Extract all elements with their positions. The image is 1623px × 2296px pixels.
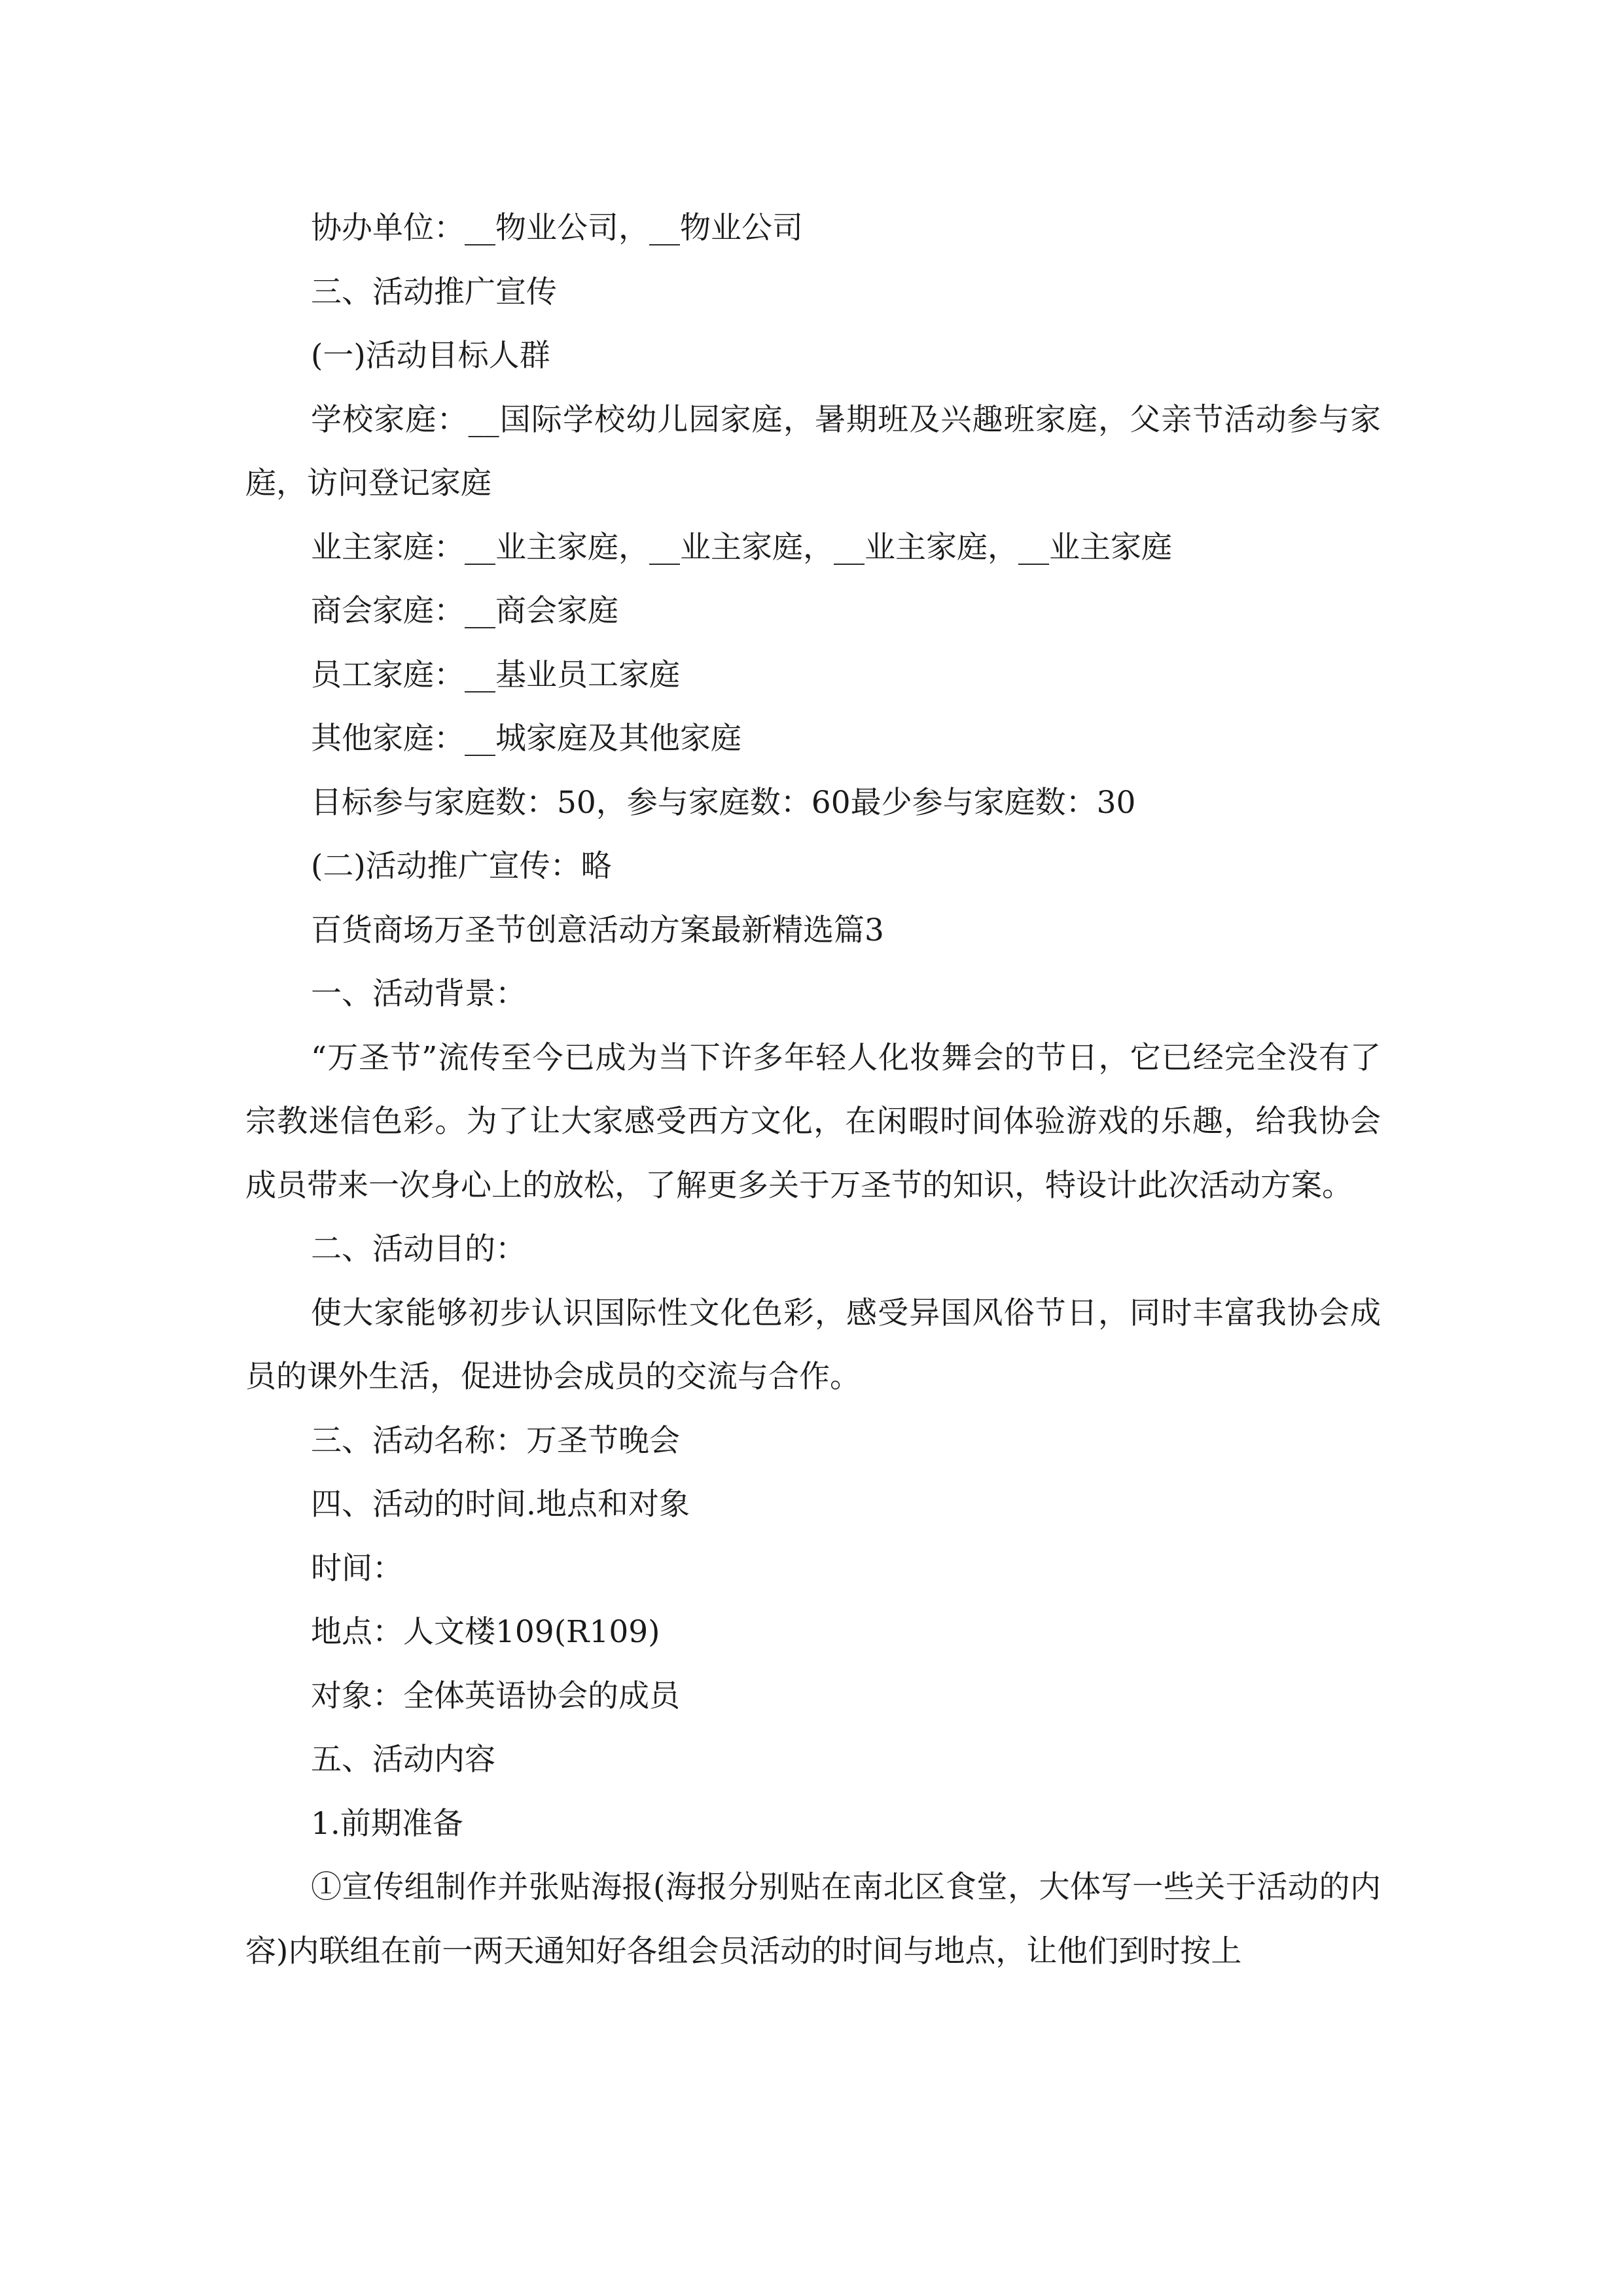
paragraph-staff-families: 员工家庭：__基业员工家庭: [311, 656, 680, 693]
paragraph-target-counts: 目标参与家庭数：50，参与家庭数：60最少参与家庭数：30: [311, 784, 1136, 821]
paragraph-time: 时间：: [311, 1550, 403, 1587]
heading-promotion: 三、活动推广宣传: [311, 274, 557, 310]
paragraph-co-organizer: 协办单位：__物业公司，__物业公司: [311, 210, 803, 246]
document-body: [245, 196, 1381, 1983]
paragraph-background: “万圣节”流传至今已成为当下许多年轻人化妆舞会的节日，它已经完全没有了宗教迷信色彩。为了让大家感受西方文化，在闲暇时间体验游戏的乐趣，给我协会成员带来一次身心上的放松，了解更多关于万圣节的知识，特设计此次活动方案。: [245, 1039, 1381, 1204]
section-title-part-3: 百货商场万圣节创意活动方案最新精选篇3: [311, 912, 884, 948]
paragraph-school-families: 学校家庭：__国际学校幼儿园家庭，暑期班及兴趣班家庭，父亲节活动参与家庭，访问登记家庭: [245, 401, 1381, 501]
subheading-target-group: (一)活动目标人群: [311, 338, 550, 374]
heading-background: 一、活动背景：: [311, 976, 526, 1012]
subheading-preparation: 1.前期准备: [311, 1805, 463, 1842]
paragraph-preparation-detail: ①宣传组制作并张贴海报(海报分别贴在南北区食堂，大体写一些关于活动的内容)内联组在前一两天通知好各组会员活动的时间与地点，让他们到时按上: [245, 1869, 1381, 1969]
subheading-promotion-detail: (二)活动推广宣传：略: [311, 848, 612, 884]
paragraph-audience: 对象：全体英语协会的成员: [311, 1677, 680, 1714]
heading-activity-content: 五、活动内容: [311, 1742, 495, 1778]
paragraph-owner-families: 业主家庭：__业主家庭，__业主家庭，__业主家庭，__业主家庭: [311, 529, 1172, 565]
heading-purpose: 二、活动目的：: [311, 1231, 526, 1267]
heading-time-place-audience: 四、活动的时间.地点和对象: [311, 1486, 690, 1522]
heading-activity-name: 三、活动名称：万圣节晚会: [311, 1422, 680, 1459]
paragraph-other-families: 其他家庭：__城家庭及其他家庭: [311, 721, 741, 757]
paragraph-location: 地点：人文楼109(R109): [311, 1614, 660, 1650]
paragraph-purpose: 使大家能够初步认识国际性文化色彩，感受异国风俗节日，同时丰富我协会成员的课外生活，促进协会成员的交流与合作。: [245, 1295, 1381, 1395]
paragraph-chamber-families: 商会家庭：__商会家庭: [311, 593, 618, 629]
